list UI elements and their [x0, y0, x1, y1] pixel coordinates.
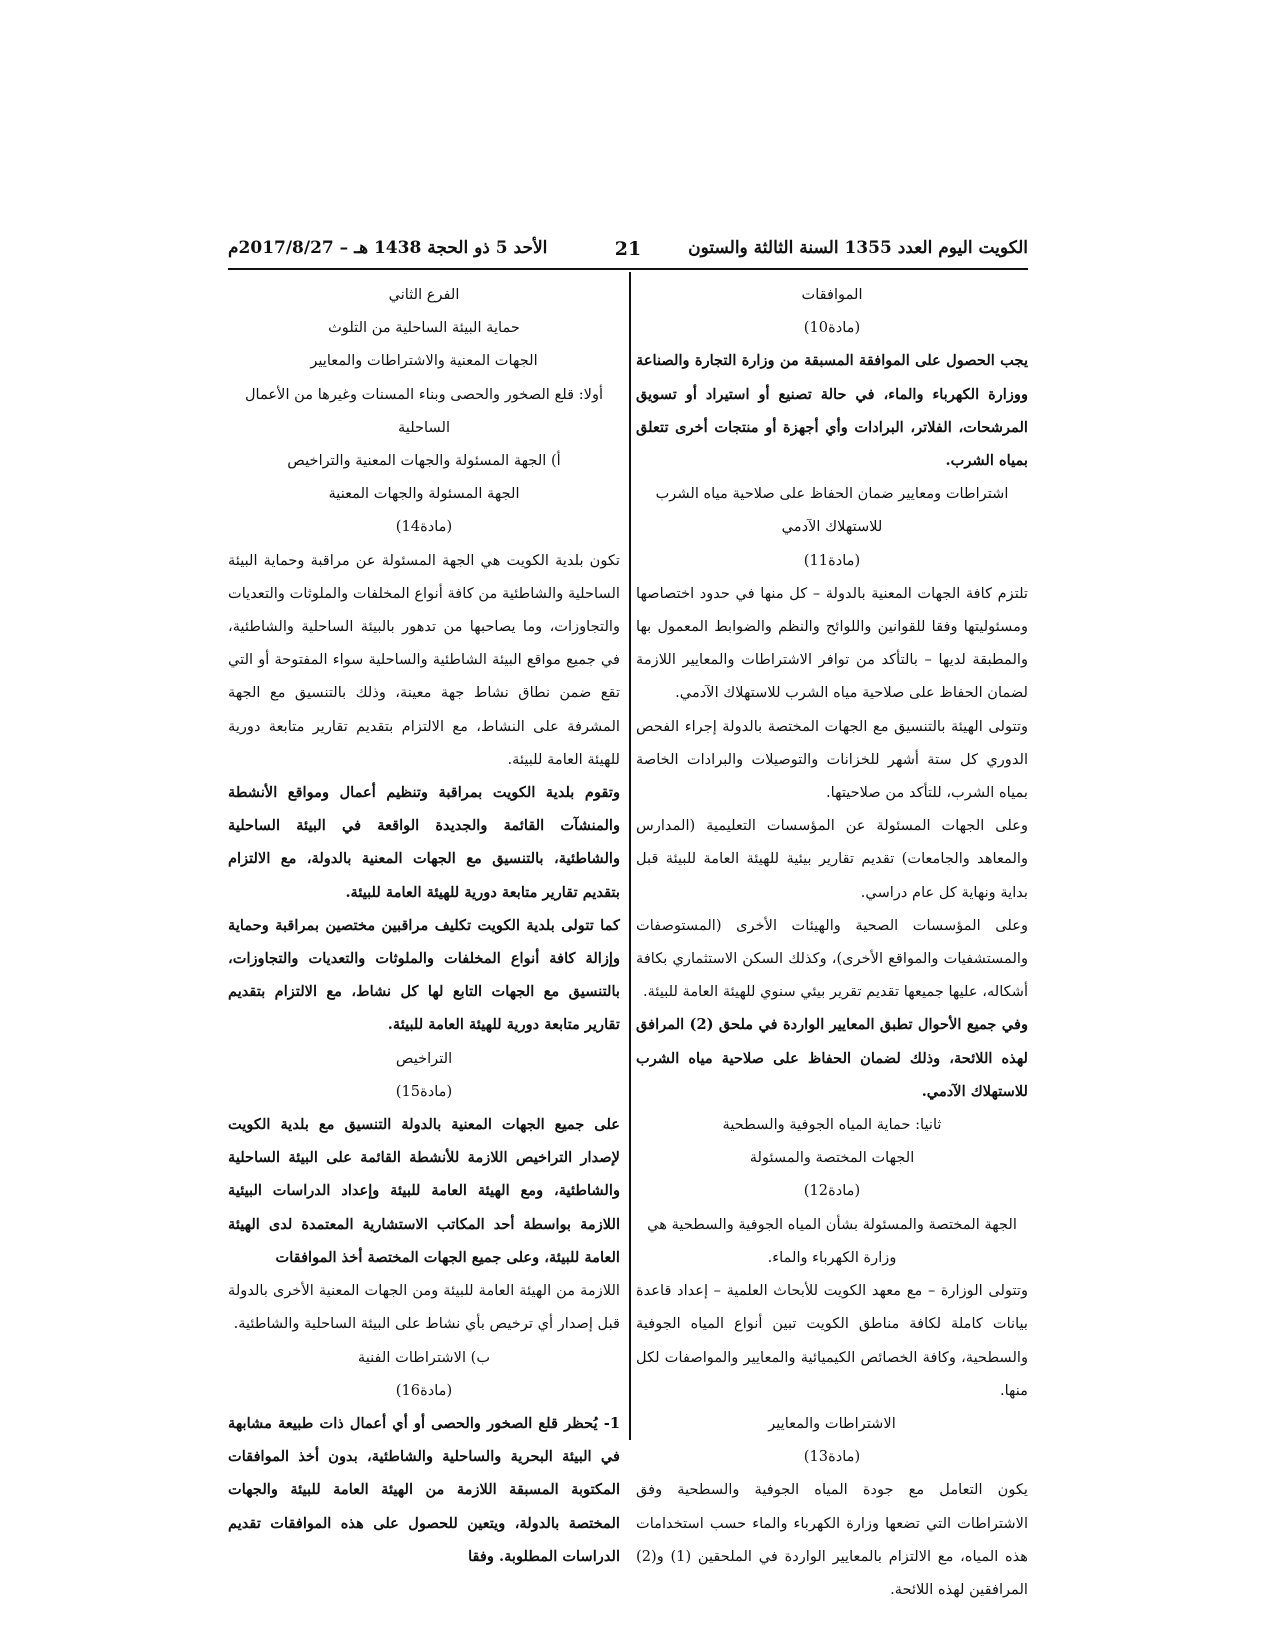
right-column-paragraph: وعلى المؤسسات الصحية والهيئات الأخرى (المستوصفات والمستشفيات والمواقع الأخرى)، وكذلك السكن الاستثماري بكافة أشكاله، عليها جميعها تقديم تقرير بيئي سنوي للهيئة العامة للبيئة.: [636, 916, 1028, 1001]
left-column-paragraph: كما تتولى بلدية الكويت تكليف مراقبين مختصين بمراقبة وحماية وإزالة كافة أنواع المخلفات والملوثات والتعديات والتجاوزات، بالتنسيق مع الجهات التابع لها كل نشاط، مع الالتزام بتقديم تقارير متابعة دورية للهيئة العامة للبيئة.: [228, 916, 620, 1034]
left-column-heading: (مادة14): [395, 518, 453, 536]
right-column-heading: الموافقات: [801, 286, 863, 303]
left-column-heading: (مادة15): [395, 1082, 453, 1100]
right-column-heading: الجهة المختصة والمسئولة بشأن المياه الجوفية والسطحية هي وزارة الكهرباء والماء.: [647, 1215, 1017, 1266]
left-column-heading: الجهات المعنية والاشتراطات والمعايير: [310, 352, 538, 370]
right-column-heading: الاشتراطات والمعايير: [768, 1414, 896, 1432]
left-column-heading: الفرع الثاني: [388, 286, 460, 303]
right-column-paragraph: وفي جميع الأحوال تطبق المعايير الواردة في ملحق (2) المرافق لهذه اللائحة، وذلك لضمان الحفاظ على صلاحية مياه الشرب للاستهلاك الآدمي.: [636, 1016, 1028, 1100]
column-divider: [629, 272, 631, 1440]
left-column-heading: (مادة16): [395, 1381, 453, 1399]
left-column-paragraph: تكون بلدية الكويت هي الجهة المسئولة عن مراقبة وحماية البيئة الساحلية والشاطئية من كافة أنواع المخلفات والملوثات والتعديات والتجاوزات، وما يصاحبها من تدهور بالبيئة الساحلية والشاطئية، في جميع مواقع البيئة الشاطئية والساحلية سواء المفتوحة أو التي تقع ضمن نطاق نشاط جهة معينة، وذلك بالتنسيق مع الجهة المشرفة على النشاط، مع الالتزام بتقديم تقارير متابعة دورية للهيئة العامة للبيئة.: [228, 551, 620, 768]
left-column-heading: ب) الاشتراطات الفنية: [357, 1348, 491, 1366]
left-column-paragraph: اللازمة من الهيئة العامة للبيئة ومن الجهات المعنية الأخرى بالدولة قبل إصدار أي ترخيص بأي نشاط على البيئة الساحلية والشاطئية.: [228, 1282, 620, 1333]
left-column-paragraph: على جميع الجهات المعنية بالدولة التنسيق مع بلدية الكويت لإصدار التراخيص اللازمة للأنشطة القائمة على البيئة الساحلية والشاطئية، ومع الهيئة العامة للبيئة وإعداد الدراسات البيئية اللازمة بواسطة أحد المكاتب الاستشارية المعتمدة لدى الهيئة العامة للبيئة، وعلى جميع الجهات المختصة أخذ الموافقات: [228, 1116, 620, 1266]
right-column-paragraph: يكون التعامل مع جودة المياه الجوفية والسطحية وفق الاشتراطات التي تضعها وزارة الكهرباء والماء حسب استخدامات هذه المياه، مع الالتزام بالمعايير الواردة في الملحقين (1) و(2) المرافقين لهذه اللائحة.: [636, 1481, 1028, 1598]
right-column-heading: الجهات المختصة والمسئولة: [749, 1149, 915, 1167]
left-column-heading: التراخيص: [395, 1049, 453, 1067]
left-column-heading: الجهة المسئولة والجهات المعنية: [328, 485, 520, 503]
right-column-paragraph: تلتزم كافة الجهات المعنية بالدولة – كل منها في حدود اختصاصها ومسئوليتها وفقا للقوانين واللوائح والنظم والضوابط المعمول بها والمطبقة لديها – بالتأكد من توافر الاشتراطات والمعايير اللازمة لضمان الحفاظ على صلاحية مياه الشرب للاستهلاك الآدمي.: [636, 584, 1028, 702]
right-column-heading: (مادة12): [803, 1182, 861, 1200]
right-column-paragraph: وتتولى الهيئة بالتنسيق مع الجهات المختصة بالدولة إجراء الفحص الدوري كل ستة أشهر للخزانات والتوصيلات والبرادات الخاصة بمياه الشرب، للتأكد من صلاحيتها.: [636, 717, 1028, 802]
left-column: [228, 278, 620, 1573]
right-column-heading: اشتراطات ومعايير ضمان الحفاظ على صلاحية مياه الشرب للاستهلاك الآدمي: [655, 485, 1009, 536]
right-column-paragraph: يجب الحصول على الموافقة المسبقة من وزارة التجارة والصناعة ووزارة الكهرباء والماء، في حالة تصنيع أو استيراد أو تسويق المرشحات، الفلاتر، البرادات وأي أجهزة أو منتجات أخرى تتعلق بمياه الشرب.: [636, 352, 1028, 470]
left-column-heading: أولا: قلع الصخور والحصى وبناء المسنات وغيرها من الأعمال الساحلية: [244, 385, 604, 436]
left-column-heading: أ) الجهة المسئولة والجهات المعنية والتراخيص: [287, 452, 561, 470]
left-column-paragraph: 1- يُحظر قلع الصخور والحصى أو أي أعمال ذات طبيعة مشابهة في البيئة البحرية والساحلية والشاطئية، بدون أخذ الموافقات المكتوبة المسبقة اللازمة من الهيئة العامة للبيئة والجهات المختصة بالدولة، ويتعين للحصول على هذه الموافقات تقديم الدراسات المطلوبة. وفقا: [228, 1414, 620, 1565]
left-column-paragraph: وتقوم بلدية الكويت بمراقبة وتنظيم أعمال ومواقع الأنشطة والمنشآت القائمة والجديدة الواقعة في البيئة الساحلية والشاطئية، بالتنسيق مع الجهات المعنية بالدولة، مع الالتزام بتقديم تقارير متابعة دورية للهيئة العامة للبيئة.: [228, 784, 620, 901]
right-column-heading: ثانيا: حماية المياه الجوفية والسطحية: [722, 1116, 942, 1134]
left-column-heading: حماية البيئة الساحلية من التلوث: [328, 319, 520, 337]
right-column: [636, 278, 1028, 1606]
right-column-heading: (مادة10): [803, 319, 861, 337]
right-column-paragraph: وتتولى الوزارة – مع معهد الكويت للأبحاث العلمية – إعداد قاعدة بيانات كاملة لكافة مناطق الكويت تبين أنواع المياه الجوفية والسطحية، وكافة الخصائص الكيميائية والمعايير والمواصفات لكل منها.: [636, 1282, 1028, 1399]
right-column-paragraph: وعلى الجهات المسئولة عن المؤسسات التعليمية (المدارس والمعاهد والجامعات) تقديم تقارير بيئية للهيئة العامة للبيئة قبل بداية ونهاية كل عام دراسي.: [636, 817, 1028, 901]
right-column-heading: (مادة11): [803, 551, 861, 569]
header-publication-info: الكويت اليوم العدد 1355 السنة الثالثة والستون: [688, 238, 1028, 258]
page-header: [228, 238, 1028, 266]
right-column-heading: (مادة13): [803, 1448, 861, 1466]
header-rule: [228, 268, 1028, 270]
page-number: 21: [614, 238, 642, 260]
header-date: الأحد 5 ذو الحجة 1438 هـ – 2017/8/27م: [228, 238, 548, 258]
